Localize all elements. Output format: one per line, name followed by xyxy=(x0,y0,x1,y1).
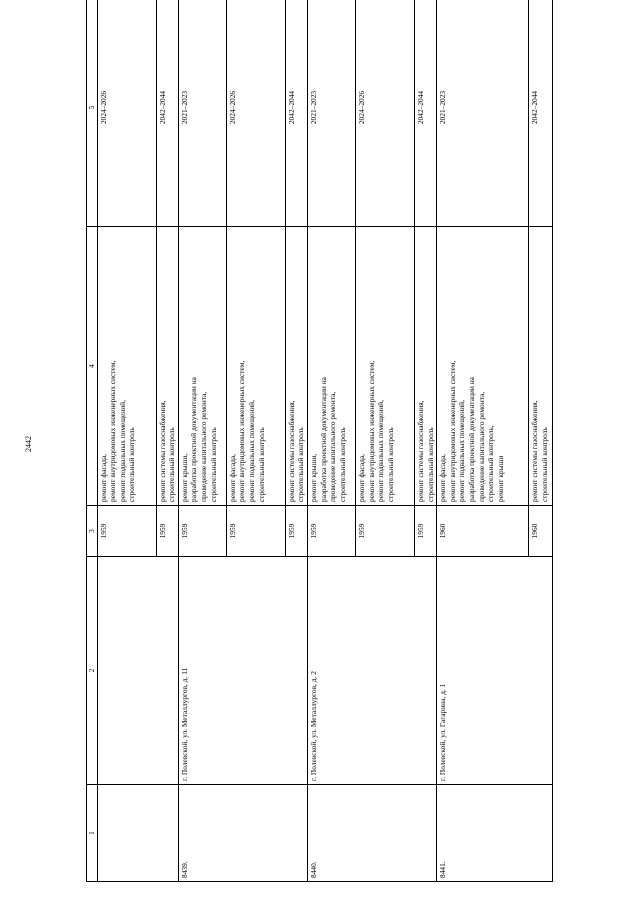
page-number: 2442 xyxy=(24,436,33,452)
works-list: ремонт крыши, разработка проектной документации на проведение капитального ремонта, строительный контроль xyxy=(179,377,218,502)
build-year: 1959 xyxy=(355,506,414,557)
repair-period: 2024–2026 xyxy=(97,0,156,227)
build-year: 1959 xyxy=(97,506,156,557)
works-list: ремонт фасада, ремонт внутридомовых инженерных систем, ремонт подвальных помещений, строительный контроль xyxy=(98,360,137,502)
build-year: 1959 xyxy=(414,506,436,557)
build-year: 1960 xyxy=(529,506,553,557)
works-list: ремонт фасада, ремонт внутридомовых инженерных систем, ремонт подвальных помещений, строительный контроль xyxy=(356,360,395,502)
repair-period: 2042–2044 xyxy=(529,0,553,227)
works-list: ремонт системы газоснабжения, строительный контроль xyxy=(286,400,306,502)
object-number: 8439. xyxy=(178,785,307,882)
header-col-5: 5 xyxy=(87,0,98,227)
works-list: ремонт фасада, ремонт внутридомовых инженерных систем, ремонт подвальных помещений, разработка проектной документации на проведение капитального ремонта, строительный контроль, ремонт крыши xyxy=(438,360,505,502)
works-list: ремонт системы газоснабжения, строительный контроль xyxy=(157,400,177,502)
repair-period: 2024–2026 xyxy=(355,0,414,227)
object-address: г. Полевской, ул. Металлургов, д. 2 xyxy=(307,557,436,785)
rotated-table-frame xyxy=(86,24,549,882)
table-row xyxy=(307,0,355,882)
object-number: 8440. xyxy=(307,785,436,882)
header-row xyxy=(87,0,98,882)
build-year: 1959 xyxy=(307,506,355,557)
works-list: ремонт системы газоснабжения, строительный контроль xyxy=(415,400,435,502)
header-col-1: 1 xyxy=(87,785,98,882)
object-address: г. Полевской, ул. Гагарина, д. 1 xyxy=(437,557,553,785)
works-list: ремонт крыши, разработка проектной документации на проведение капитального ремонта, строительный контроль xyxy=(308,377,347,502)
repair-schedule-table xyxy=(86,0,553,882)
works-list: ремонт системы газоснабжения, строительный контроль xyxy=(530,400,549,502)
table-row xyxy=(178,0,226,882)
build-year: 1959 xyxy=(226,506,285,557)
repair-period: 2042–2044 xyxy=(414,0,436,227)
repair-period: 2021–2023 xyxy=(437,0,529,227)
object-number: 8441. xyxy=(437,785,553,882)
table-row xyxy=(437,0,529,882)
object-address xyxy=(97,557,178,785)
build-year: 1959 xyxy=(178,506,226,557)
header-col-3: 3 xyxy=(87,506,98,557)
repair-period: 2021–2023 xyxy=(307,0,355,227)
object-number xyxy=(97,785,178,882)
header-col-4: 4 xyxy=(87,227,98,506)
repair-period: 2024–2026 xyxy=(226,0,285,227)
object-address: г. Полевской, ул. Металлургов, д. 11 xyxy=(178,557,307,785)
build-year: 1959 xyxy=(156,506,178,557)
works-list: ремонт фасада, ремонт внутридомовых инженерных систем, ремонт подвальных помещений, строительный контроль xyxy=(227,360,266,502)
header-col-2: 2 xyxy=(87,557,98,785)
build-year: 1959 xyxy=(285,506,307,557)
table-row xyxy=(97,0,156,882)
repair-period: 2042–2044 xyxy=(285,0,307,227)
build-year: 1960 xyxy=(437,506,529,557)
repair-period: 2042–2044 xyxy=(156,0,178,227)
repair-period: 2021–2023 xyxy=(178,0,226,227)
